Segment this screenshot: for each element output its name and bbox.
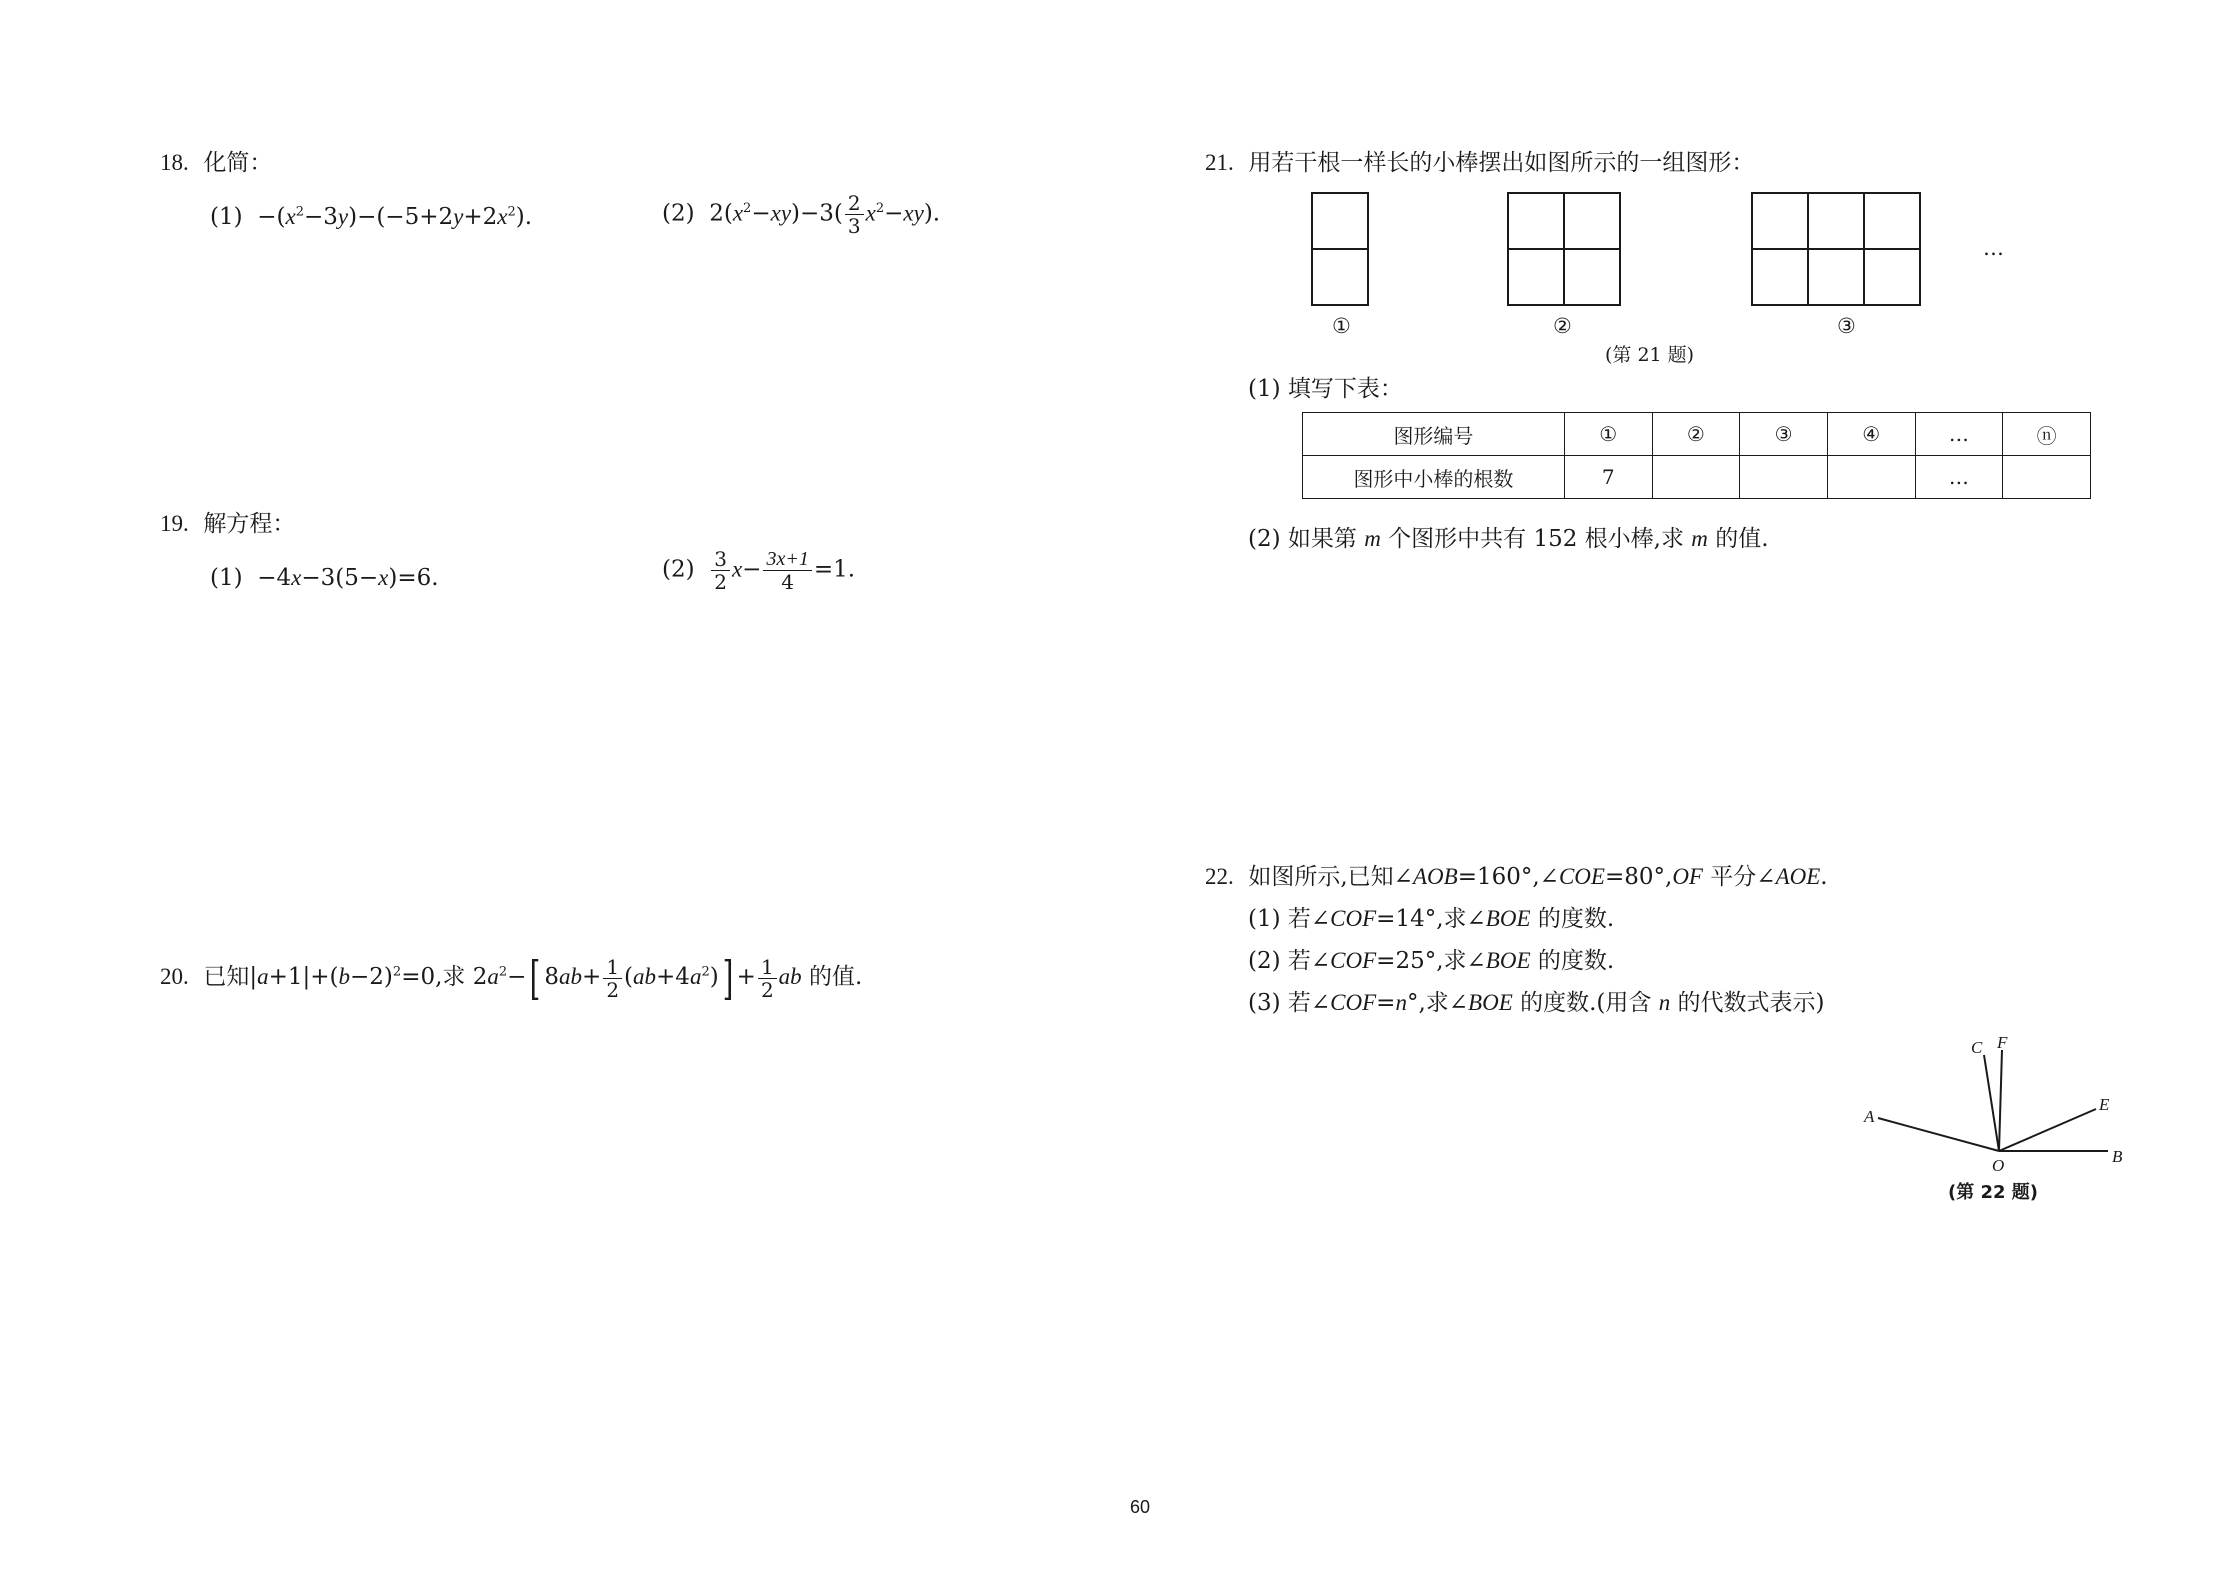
q22-part1-text: 的度数. <box>1530 906 1615 932</box>
q19-part2-expr: − <box>742 556 762 583</box>
q22-part3-text: 的度数.(用含 <box>1512 990 1652 1016</box>
left-bracket: [ <box>530 951 541 1005</box>
q20-number: 20. <box>160 964 189 989</box>
right-bracket: ] <box>722 951 734 1005</box>
q18-part2-expr: )−3( <box>791 200 843 227</box>
q19-part1-label: (1) <box>210 565 243 591</box>
fraction-denominator: 4 <box>781 570 794 594</box>
table-cell: 图形中小棒的根数 <box>1303 456 1565 499</box>
fraction-numerator: 3x+1 <box>763 548 811 571</box>
q21-part2-text: 的值. <box>1715 526 1769 552</box>
q18-part2: (2) $2(x^2-xy)-3$( $\frac{2}{3}$ $x^2-xy$). <box>662 191 941 238</box>
table-cell: 图形编号 <box>1303 413 1565 456</box>
q20-half-2 <box>758 956 777 1001</box>
point-label-B: B <box>2112 1147 2123 1166</box>
figure-1-label: ① <box>1332 314 1351 338</box>
answer-cell[interactable] <box>1827 456 1915 499</box>
q18-part1-expr: −( <box>257 204 286 230</box>
q19-fraction-1 <box>711 548 730 593</box>
q20-text: + <box>736 964 756 990</box>
q20-text: −2) <box>350 964 393 990</box>
fraction-denominator: 2 <box>760 977 774 1002</box>
q22-part1-text: (1) 若∠ <box>1248 906 1331 932</box>
q21-part2: (2) 如果第 m 个图形中共有 152 根小棒,求 m 的值. <box>1248 526 1769 552</box>
q22-part1-text: =14°,求∠ <box>1376 906 1486 932</box>
q18-part2-expr: − <box>884 200 904 227</box>
q22-part3-text: °,求∠ <box>1406 990 1469 1016</box>
q19-part1-expr: −4 <box>257 565 292 591</box>
q22-caption: (第 22 题) <box>1948 1182 2039 1203</box>
table-row <box>1303 413 2091 456</box>
q20-line: 20. 已知$|a+1|+(b-2)^2=0$,求 $2a^2-$[ 8ab+ $\frac{1}{2}$ $(ab+4a^2)$] + $\frac{1}{2}$ ab 的值. <box>160 951 863 1005</box>
q18-part1-expr: +2 <box>463 204 498 230</box>
q22-angle-figure <box>1864 1030 2130 1180</box>
q22-title: =160°,∠ <box>1457 864 1559 890</box>
q19-part1-expr: )=6. <box>388 565 439 591</box>
q21-part2-text: (2) 如果第 <box>1248 526 1357 552</box>
q22-part2-text: =25°,求∠ <box>1376 948 1486 974</box>
q21-number: 21. <box>1205 150 1234 175</box>
fraction-numerator: 2 <box>845 192 864 215</box>
q22-part2: (2) 若∠COF=25°,求∠BOE 的度数. <box>1248 948 1615 974</box>
figures-ellipsis: … <box>1983 236 2004 260</box>
q20-text: +4 <box>656 964 690 990</box>
fraction-denominator: 2 <box>606 977 620 1002</box>
q22-number: 22. <box>1205 864 1234 889</box>
q19-part1: (1) −4x−3(5−x)=6. <box>210 565 439 591</box>
ray-OE <box>1999 1109 2096 1151</box>
point-label-A: A <box>1864 1107 1875 1126</box>
q19-title: 解方程： <box>203 511 296 537</box>
answer-cell[interactable] <box>1740 456 1828 499</box>
table-cell: ④ <box>1827 413 1915 456</box>
q20-text: +1|+( <box>268 964 339 990</box>
q22-part3-text: (3) 若∠ <box>1248 990 1331 1016</box>
fraction-denominator: 2 <box>714 570 727 594</box>
q20-text: ) <box>709 964 719 990</box>
q22-heading: 22. 如图所示,已知∠AOB=160°,∠COE=80°,OF 平分∠AOE. <box>1205 864 1828 890</box>
table-cell: ⓝ <box>2003 413 2091 456</box>
q18-number: 18. <box>160 150 189 175</box>
q21-figures <box>0 0 2221 400</box>
q20-text: ( <box>624 964 634 990</box>
q20-text: − <box>507 964 527 990</box>
table-cell: ③ <box>1740 413 1828 456</box>
table-cell: … <box>1915 413 2003 456</box>
q20-text: 8 <box>544 964 560 990</box>
q18-part2-expr: 2( <box>709 200 733 227</box>
q19-heading <box>160 505 295 538</box>
fraction-numerator: 3 <box>711 548 730 571</box>
q19-part1-expr: −3(5− <box>301 565 379 591</box>
figure-3-label: ③ <box>1837 314 1856 338</box>
q22-part3-text: = <box>1376 990 1396 1016</box>
q21-title: 用若干根一样长的小棒摆出如图所示的一组图形： <box>1248 150 1755 176</box>
page-number: 60 <box>1130 1497 1151 1517</box>
q22-title: . <box>1820 864 1828 890</box>
point-label-C: C <box>1971 1038 1983 1057</box>
answer-cell[interactable] <box>1652 456 1740 499</box>
fraction-denominator: 3 <box>847 214 861 238</box>
q22-title: 如图所示,已知∠ <box>1248 864 1413 890</box>
q21-caption: (第 21 题) <box>1605 344 1695 366</box>
q18-part1-expr: −3 <box>303 204 338 230</box>
figure-2-label: ② <box>1553 314 1572 338</box>
q18-title: 化简： <box>203 150 273 176</box>
q20-half-1 <box>603 956 622 1001</box>
table-cell: 7 <box>1564 456 1652 499</box>
q21-table <box>1302 412 2091 499</box>
q18-part2-expr: − <box>751 200 771 227</box>
table-cell: ① <box>1564 413 1652 456</box>
q18-part1-expr: )−(−5+2 <box>348 204 454 230</box>
point-label-O: O <box>1992 1156 2005 1175</box>
q19-number: 19. <box>160 511 189 536</box>
q19-part2-expr: =1. <box>813 556 856 583</box>
q19-part2-label: (2) <box>662 556 695 583</box>
q19-fraction-2 <box>763 548 811 593</box>
q22-part2-text: 的度数. <box>1530 948 1615 974</box>
ray-OA <box>1878 1118 1999 1151</box>
q19-part2: (2) $\frac{3}{2}$ x− $\frac{3x+1}{4}$ =1. <box>662 547 856 594</box>
q22-part3-text: 的代数式表示) <box>1670 990 1825 1016</box>
q22-title: 平分∠ <box>1702 864 1776 890</box>
point-label-E: E <box>2099 1095 2110 1114</box>
q22-part2-text: (2) 若∠ <box>1248 948 1331 974</box>
q18-part1-expr: ). <box>515 204 533 230</box>
q18-part2-label: (2) <box>662 200 695 227</box>
q20-text: =0,求 2 <box>401 964 488 990</box>
q20-text: 的值. <box>801 964 863 990</box>
q21-part2-text: 个图形中共有 152 根小棒,求 <box>1388 526 1684 552</box>
q22-part1: (1) 若∠COF=14°,求∠BOE 的度数. <box>1248 906 1615 932</box>
q18-part1-label: (1) <box>210 204 243 230</box>
q20-text: 已知| <box>203 964 258 990</box>
table-cell: ② <box>1652 413 1740 456</box>
q18-part2-expr: ). <box>923 200 941 227</box>
table-cell: … <box>1915 456 2003 499</box>
q18-part1: $(1) -(x^2-3y)-(-5+2y+2x^2)$. <box>210 204 533 230</box>
table-row <box>1303 456 2091 499</box>
q21-part1: (1) 填写下表： <box>1248 376 1403 402</box>
q22-title: =80°, <box>1604 864 1673 890</box>
fraction-numerator: 1 <box>603 956 622 979</box>
answer-cell[interactable] <box>2003 456 2091 499</box>
fraction-numerator: 1 <box>758 956 777 979</box>
q22-part3: (3) 若∠COF=n°,求∠BOE 的度数.(用含 n 的代数式表示) <box>1248 990 1825 1016</box>
point-label-F: F <box>1997 1033 2008 1052</box>
ray-OC <box>1984 1055 1999 1151</box>
ray-OF <box>1999 1050 2002 1151</box>
